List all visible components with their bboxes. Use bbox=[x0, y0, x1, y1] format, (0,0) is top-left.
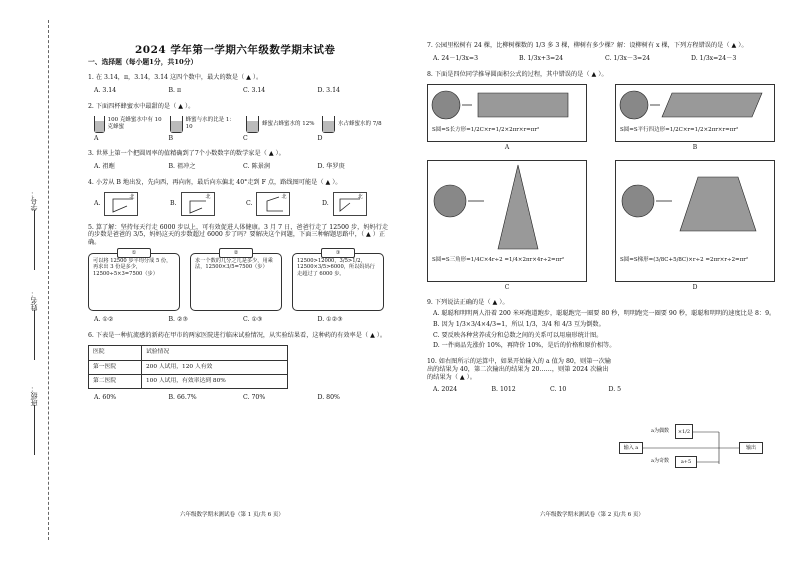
figure-label: D bbox=[692, 283, 698, 291]
question-10 bbox=[427, 358, 612, 381]
formula: S圆=S梯形=(3/8C+5/8C)×r÷2 =2πr×r÷2=πr² bbox=[620, 256, 749, 263]
option-a[interactable]: A. 2024 bbox=[433, 386, 458, 394]
question-10-options bbox=[427, 386, 667, 394]
option-b[interactable]: B. π bbox=[168, 87, 182, 95]
cup-options bbox=[88, 116, 392, 133]
circle-to-trapezoid-icon bbox=[616, 161, 774, 256]
question-8-stem: 8. 下面是四位同学推导圆面积公式的过程，其中错误的是（ ▲ ）。 bbox=[427, 70, 608, 78]
page-1 bbox=[88, 44, 392, 402]
formula: S圆=S平行四边形=1/2C×r=1/2×2πr×r=πr² bbox=[620, 127, 739, 134]
option-d[interactable]: D. 5 bbox=[608, 386, 622, 394]
option-a[interactable]: A. 祖暅 bbox=[94, 163, 115, 171]
table-cell: 第二医院 bbox=[89, 374, 142, 388]
option-b[interactable]: B. 祖冲之 bbox=[168, 163, 196, 171]
option-a[interactable]: A. ①② bbox=[94, 315, 114, 323]
option-c[interactable]: C. 70% bbox=[243, 394, 266, 402]
cup-icon bbox=[322, 116, 335, 133]
figure-frame bbox=[615, 84, 775, 142]
operation-diagram bbox=[619, 424, 769, 470]
box-text: 可以将 12500 步平均分成 5 份，再求出 3 份是多少，12500÷5×3=7500（步） bbox=[93, 257, 172, 277]
option-c[interactable]: C. 要反映各种营养成分和总数之间的关系可以用扇形统计图。 bbox=[433, 331, 603, 339]
box-tag: ② bbox=[219, 248, 253, 258]
option-a[interactable]: A. 24－1/3x=3 bbox=[433, 54, 479, 62]
option-b[interactable]: B. 66.7% bbox=[168, 394, 197, 402]
figure-a[interactable] bbox=[427, 84, 587, 152]
question-4-stem: 4. 小芳从 B 地出发，先向西，再向南，最后向东偏北 40°走到 F 点，路线图可能是（ ▲ ）。 bbox=[88, 178, 342, 186]
cup-option-d[interactable] bbox=[322, 116, 392, 133]
question-2 bbox=[88, 103, 392, 143]
question-7 bbox=[427, 42, 777, 63]
cup-description: 水占蜂蜜水的 7/8 bbox=[338, 120, 382, 127]
question-6-stem: 6. 下表是一种抗流感的新药在甲市的两家医院进行临床试验情况，从实验结果看，这种药的有效率是（ ▲ ）。 bbox=[88, 331, 387, 339]
student-number-label: 学号： bbox=[30, 190, 38, 211]
figure-frame bbox=[615, 160, 775, 282]
option-letter: A. bbox=[94, 199, 101, 207]
option-b[interactable]: B. 因为 1/3×3/4×4/3=1，所以 1/3，3/4 和 4/3 互为倒数。 bbox=[433, 320, 605, 328]
even-label: a为偶数 bbox=[649, 426, 671, 438]
question-1-options bbox=[88, 87, 392, 95]
route-path-icon bbox=[182, 193, 216, 217]
cup-letter: C bbox=[243, 134, 248, 142]
question-6 bbox=[88, 332, 392, 402]
figure-label: A bbox=[504, 144, 510, 152]
cup-description: 100 克蜂蜜水中有 10 克蜂蜜 bbox=[107, 116, 162, 131]
route-path-icon bbox=[257, 193, 291, 217]
page-1-footer: 六年级数学期末测试卷（第 1 页/共 6 页） bbox=[180, 512, 284, 518]
table-header-row bbox=[89, 346, 288, 360]
cup-icon bbox=[246, 116, 259, 133]
table-cell: 第一医院 bbox=[89, 360, 142, 374]
option-d[interactable]: D. 一件商品先涨价 10%，再降价 10%，是后的价格和原价相等。 bbox=[433, 342, 616, 350]
table-cell: 200 人试用，120 人有效 bbox=[141, 360, 287, 374]
cup-description: 蜂蜜占蜂蜜水的 12% bbox=[262, 120, 315, 127]
option-c[interactable]: C. 陈景润 bbox=[243, 163, 271, 171]
route-option-b[interactable] bbox=[170, 192, 232, 216]
output-box: 输出 bbox=[739, 442, 763, 454]
derivation-figures bbox=[427, 84, 777, 291]
question-3 bbox=[88, 150, 392, 171]
option-letter: C. bbox=[246, 199, 253, 207]
route-path-icon bbox=[105, 193, 139, 217]
route-diagram bbox=[181, 192, 215, 216]
question-6-options bbox=[88, 394, 392, 402]
question-2-stem: 2. 下面四杯蜂蜜水中最甜的是（ ▲ ）。 bbox=[88, 102, 195, 110]
option-a[interactable]: A. 60% bbox=[94, 394, 117, 402]
option-letter: D. bbox=[322, 199, 329, 207]
table-row bbox=[89, 360, 288, 374]
cup-option-b[interactable] bbox=[170, 116, 240, 133]
cup-letter: D bbox=[317, 134, 323, 142]
option-d[interactable]: D. ①②③ bbox=[317, 315, 343, 323]
option-c[interactable]: C. ①③ bbox=[243, 315, 263, 323]
option-b[interactable]: B. 1012 bbox=[491, 386, 516, 394]
question-7-options bbox=[427, 55, 777, 63]
section-1-heading: 一、选择题（每小题1分，共10分） bbox=[88, 58, 198, 66]
option-d[interactable]: D. 1/3x=24－3 bbox=[691, 54, 737, 62]
question-3-stem: 3. 世界上第一个把圆周率的值精确到了7个小数数字的数学家是（ ▲ ）。 bbox=[88, 150, 285, 158]
odd-operation: a+5 bbox=[675, 456, 697, 468]
question-5-options bbox=[88, 316, 392, 324]
figure-c[interactable] bbox=[427, 160, 587, 292]
route-option-c[interactable] bbox=[246, 192, 308, 216]
circle-to-rectangle-icon bbox=[428, 85, 586, 125]
option-c[interactable]: C. 1/3x－3=24 bbox=[605, 54, 651, 62]
route-path-icon bbox=[334, 193, 368, 217]
route-diagram bbox=[104, 192, 138, 216]
box-text: 12500>12000，3/5>1/2，12500×3/5>6000，所以妈妈行走超过了 6000 步。 bbox=[297, 257, 375, 277]
reasoning-boxes bbox=[88, 249, 392, 311]
option-a[interactable]: A. 聪聪和明明两人沿着 200 米环跑道跑步，聪聪跑完一圈要 80 秒，明明跑完一圈要 90 秒，聪聪和明明的速度比是 8：9。 bbox=[433, 310, 776, 317]
name-label: 姓名： bbox=[30, 290, 38, 311]
student-number-blank[interactable] bbox=[34, 210, 35, 270]
question-7-stem: 7. 公园里松树有 24 棵，比柳树棵数的 1/3 多 3 棵，柳树有多少棵？解：设柳树有 x 棵，下列方程错误的是（ ▲ ）。 bbox=[427, 42, 748, 49]
option-letter: B. bbox=[170, 199, 177, 207]
reasoning-box-2 bbox=[190, 249, 282, 311]
question-5 bbox=[88, 224, 392, 324]
name-blank[interactable] bbox=[34, 310, 35, 360]
question-9-stem: 9. 下列说法正确的是（ ▲ ）。 bbox=[427, 299, 509, 307]
input-box: 输入 a bbox=[619, 442, 643, 454]
cup-option-a[interactable] bbox=[94, 116, 164, 133]
formula: S圆=S长方形=1/2C×r=1/2×2πr×r=πr² bbox=[432, 127, 540, 134]
question-9 bbox=[427, 299, 777, 350]
page-2-footer: 六年级数学期末测试卷（第 2 页/共 6 页） bbox=[540, 512, 644, 518]
cup-option-c[interactable] bbox=[246, 116, 316, 133]
option-d[interactable]: D. 华罗庚 bbox=[317, 163, 345, 171]
reasoning-box-3 bbox=[292, 249, 384, 311]
odd-label: a为奇数 bbox=[649, 456, 671, 468]
box-tag: ① bbox=[117, 248, 151, 258]
figure-label: B bbox=[692, 144, 698, 152]
question-3-options bbox=[88, 163, 392, 171]
table-row bbox=[89, 374, 288, 388]
page-2 bbox=[427, 42, 777, 465]
cup-letters bbox=[88, 135, 392, 143]
question-9-options bbox=[427, 310, 777, 350]
box-tag: ③ bbox=[321, 248, 355, 258]
route-diagram bbox=[256, 192, 290, 216]
circle-to-parallelogram-icon bbox=[616, 85, 774, 125]
seal-line bbox=[48, 20, 49, 540]
circle-to-triangle-icon bbox=[428, 161, 586, 256]
figure-frame bbox=[427, 84, 587, 142]
table-header: 医院 bbox=[89, 346, 142, 360]
figure-frame bbox=[427, 160, 587, 282]
cup-description: 蜂蜜与水的比是 1：10 bbox=[185, 116, 235, 131]
question-1 bbox=[88, 74, 392, 95]
option-d[interactable]: D. 3.1̇4̇ bbox=[317, 87, 340, 95]
reasoning-box-1 bbox=[88, 249, 180, 311]
option-b[interactable]: B. ②③ bbox=[168, 315, 189, 323]
question-5-stem: 5. 算了解：坚持每天行走 6000 步以上，可有效促进人体健康。3 月 7 日，爸爸行走了 12500 步，妈妈行走的步数是爸爸的 3/5，妈妈这天的步数超过 6000 步了吗？要解决这个问题，下面三种解题思路中，（ ▲ ）正确。 bbox=[88, 223, 389, 247]
trial-table bbox=[88, 345, 288, 389]
option-c[interactable]: C. 3.14̇ bbox=[243, 87, 266, 95]
option-d[interactable]: D. 80% bbox=[317, 394, 340, 402]
route-option-d[interactable] bbox=[322, 192, 384, 216]
table-cell: 100 人试用，有效率达到 80% bbox=[141, 374, 287, 388]
question-4 bbox=[88, 179, 392, 216]
option-b[interactable]: B. 1/3x+3=24 bbox=[519, 54, 564, 62]
route-diagram bbox=[333, 192, 367, 216]
option-c[interactable]: C. 10 bbox=[550, 386, 567, 394]
even-operation: ×1/2 bbox=[675, 424, 693, 439]
binding-margin bbox=[0, 0, 68, 561]
cup-letter: A bbox=[94, 134, 99, 142]
cup-letter: B bbox=[168, 134, 174, 142]
flow-arrows-icon bbox=[619, 424, 769, 470]
route-options bbox=[88, 192, 392, 216]
option-a[interactable]: A. 3.14 bbox=[94, 87, 117, 95]
cup-icon bbox=[94, 116, 105, 133]
exam-title: 2024 学年第一学期六年级数学期末试卷 bbox=[135, 44, 336, 56]
table-header: 试验情况 bbox=[141, 346, 287, 360]
class-label: 班级： bbox=[30, 385, 38, 406]
box-text: 求一个数的几分之几是多少，用乘法，12500×3/5=7500（步） bbox=[195, 257, 273, 271]
figure-d[interactable] bbox=[615, 160, 775, 292]
class-blank[interactable] bbox=[34, 405, 35, 455]
figure-b[interactable] bbox=[615, 84, 775, 152]
figure-label: C bbox=[504, 283, 510, 291]
cup-icon bbox=[170, 116, 183, 133]
question-10-stem: 10. 如右图所示的运算中，如果开始输入的 a 值为 80，则第一次输出的结果为 40，第二次输出的结果为 20……，则第 2024 次输出的结果为（ ▲ ）。 bbox=[427, 358, 611, 381]
question-1-stem: 1. 在 3.14，π，3.14̇，3.1̇4̇ 这四个数中，最大的数是（ ▲ ）。 bbox=[88, 74, 263, 82]
route-option-a[interactable] bbox=[94, 192, 156, 216]
question-8 bbox=[427, 71, 777, 292]
formula: S圆=S三角形=1/4C×4r÷2 =1/4×2πr×4r÷2=πr² bbox=[432, 256, 565, 263]
